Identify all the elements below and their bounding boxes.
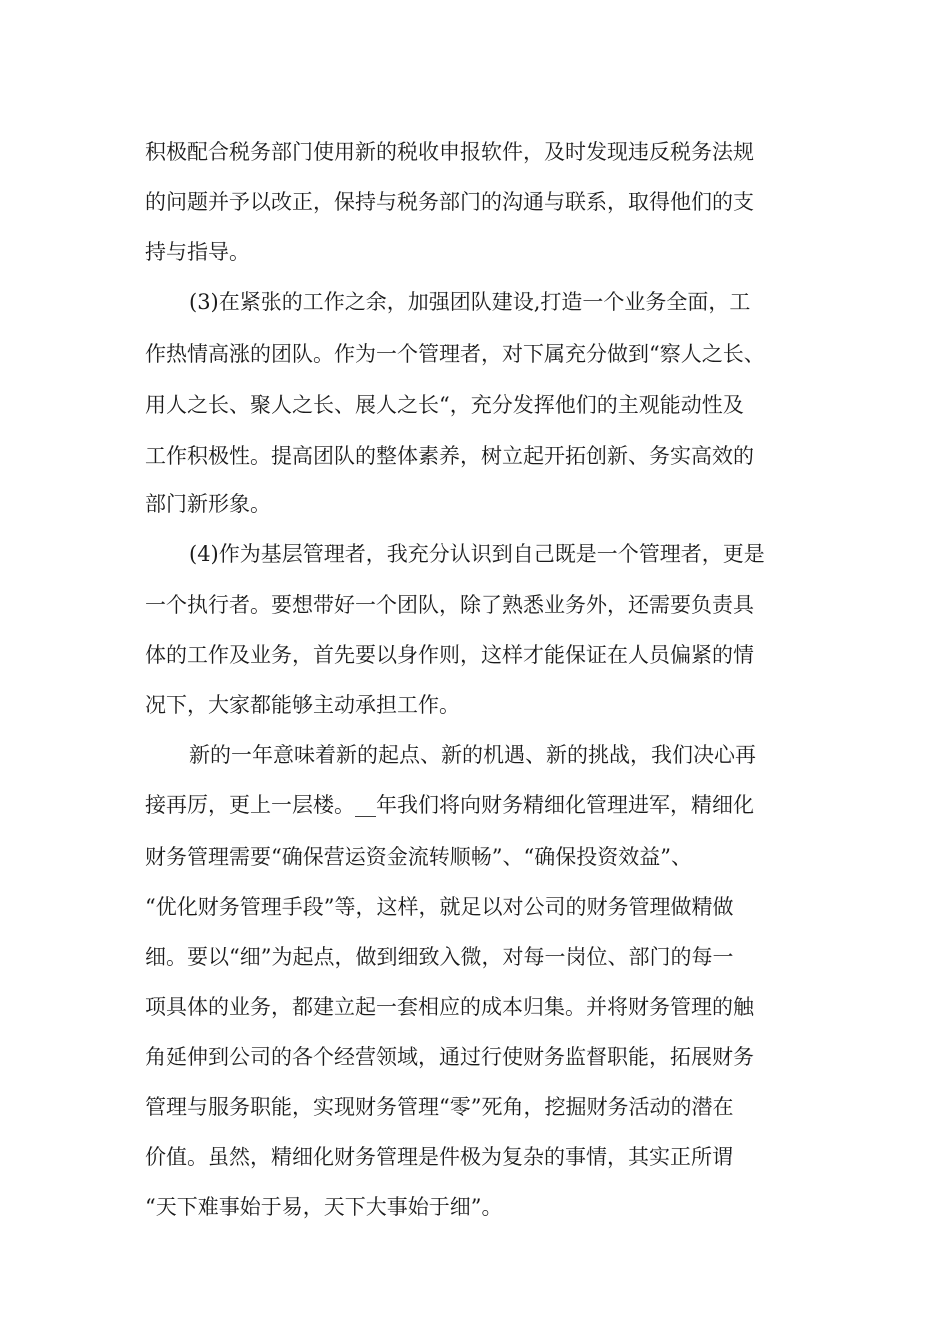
text-line: 接再厉，更上一层楼。__年我们将向财务精细化管理进军，精细化 <box>145 793 754 817</box>
text-line: (4)作为基层管理者，我充分认识到自己既是一个管理者，更是 <box>189 542 765 566</box>
text-line: (3)在紧张的工作之余，加强团队建设,打造一个业务全面，工 <box>189 290 751 314</box>
text-line: 的问题并予以改正，保持与税务部门的沟通与联系，取得他们的支 <box>145 190 754 214</box>
text-line: 新的一年意味着新的起点、新的机遇、新的挑战，我们决心再 <box>189 743 756 767</box>
text-line: 况下，大家都能够主动承担工作。 <box>145 693 460 717</box>
text-line: 工作积极性。提高团队的整体素养，树立起开拓创新、务实高效的 <box>145 444 754 468</box>
text-line: 细。要以“细”为起点，做到细致入微，对每一岗位、部门的每一 <box>145 945 734 969</box>
text-line: 角延伸到公司的各个经营领域，通过行使财务监督职能，拓展财务 <box>145 1045 754 1069</box>
text-line: 价值。虽然，精细化财务管理是件极为复杂的事情，其实正所谓 <box>145 1145 733 1169</box>
text-line: 部门新形象。 <box>145 492 271 516</box>
text-line: 持与指导。 <box>145 240 250 264</box>
text-line: 积极配合税务部门使用新的税收申报软件，及时发现违反税务法规 <box>145 140 754 164</box>
text-line: “优化财务管理手段”等，这样，就足以对公司的财务管理做精做 <box>145 895 734 919</box>
text-line: 用人之长、聚人之长、展人之长“，充分发挥他们的主观能动性及 <box>145 393 744 417</box>
text-line: 一个执行者。要想带好一个团队，除了熟悉业务外，还需要负责具 <box>145 593 754 617</box>
text-line: 项具体的业务，都建立起一套相应的成本归集。并将财务管理的触 <box>145 995 754 1019</box>
text-line: 管理与服务职能，实现财务管理“零”死角，挖掘财务活动的潜在 <box>145 1095 734 1119</box>
text-line: 体的工作及业务，首先要以身作则，这样才能保证在人员偏紧的情 <box>145 643 754 667</box>
text-line: “天下难事始于易，天下大事始于细”。 <box>145 1195 503 1219</box>
text-line: 作热情高涨的团队。作为一个管理者，对下属充分做到“察人之长、 <box>145 342 765 366</box>
text-line: 财务管理需要“确保营运资金流转顺畅”、“确保投资效益”、 <box>145 845 692 869</box>
